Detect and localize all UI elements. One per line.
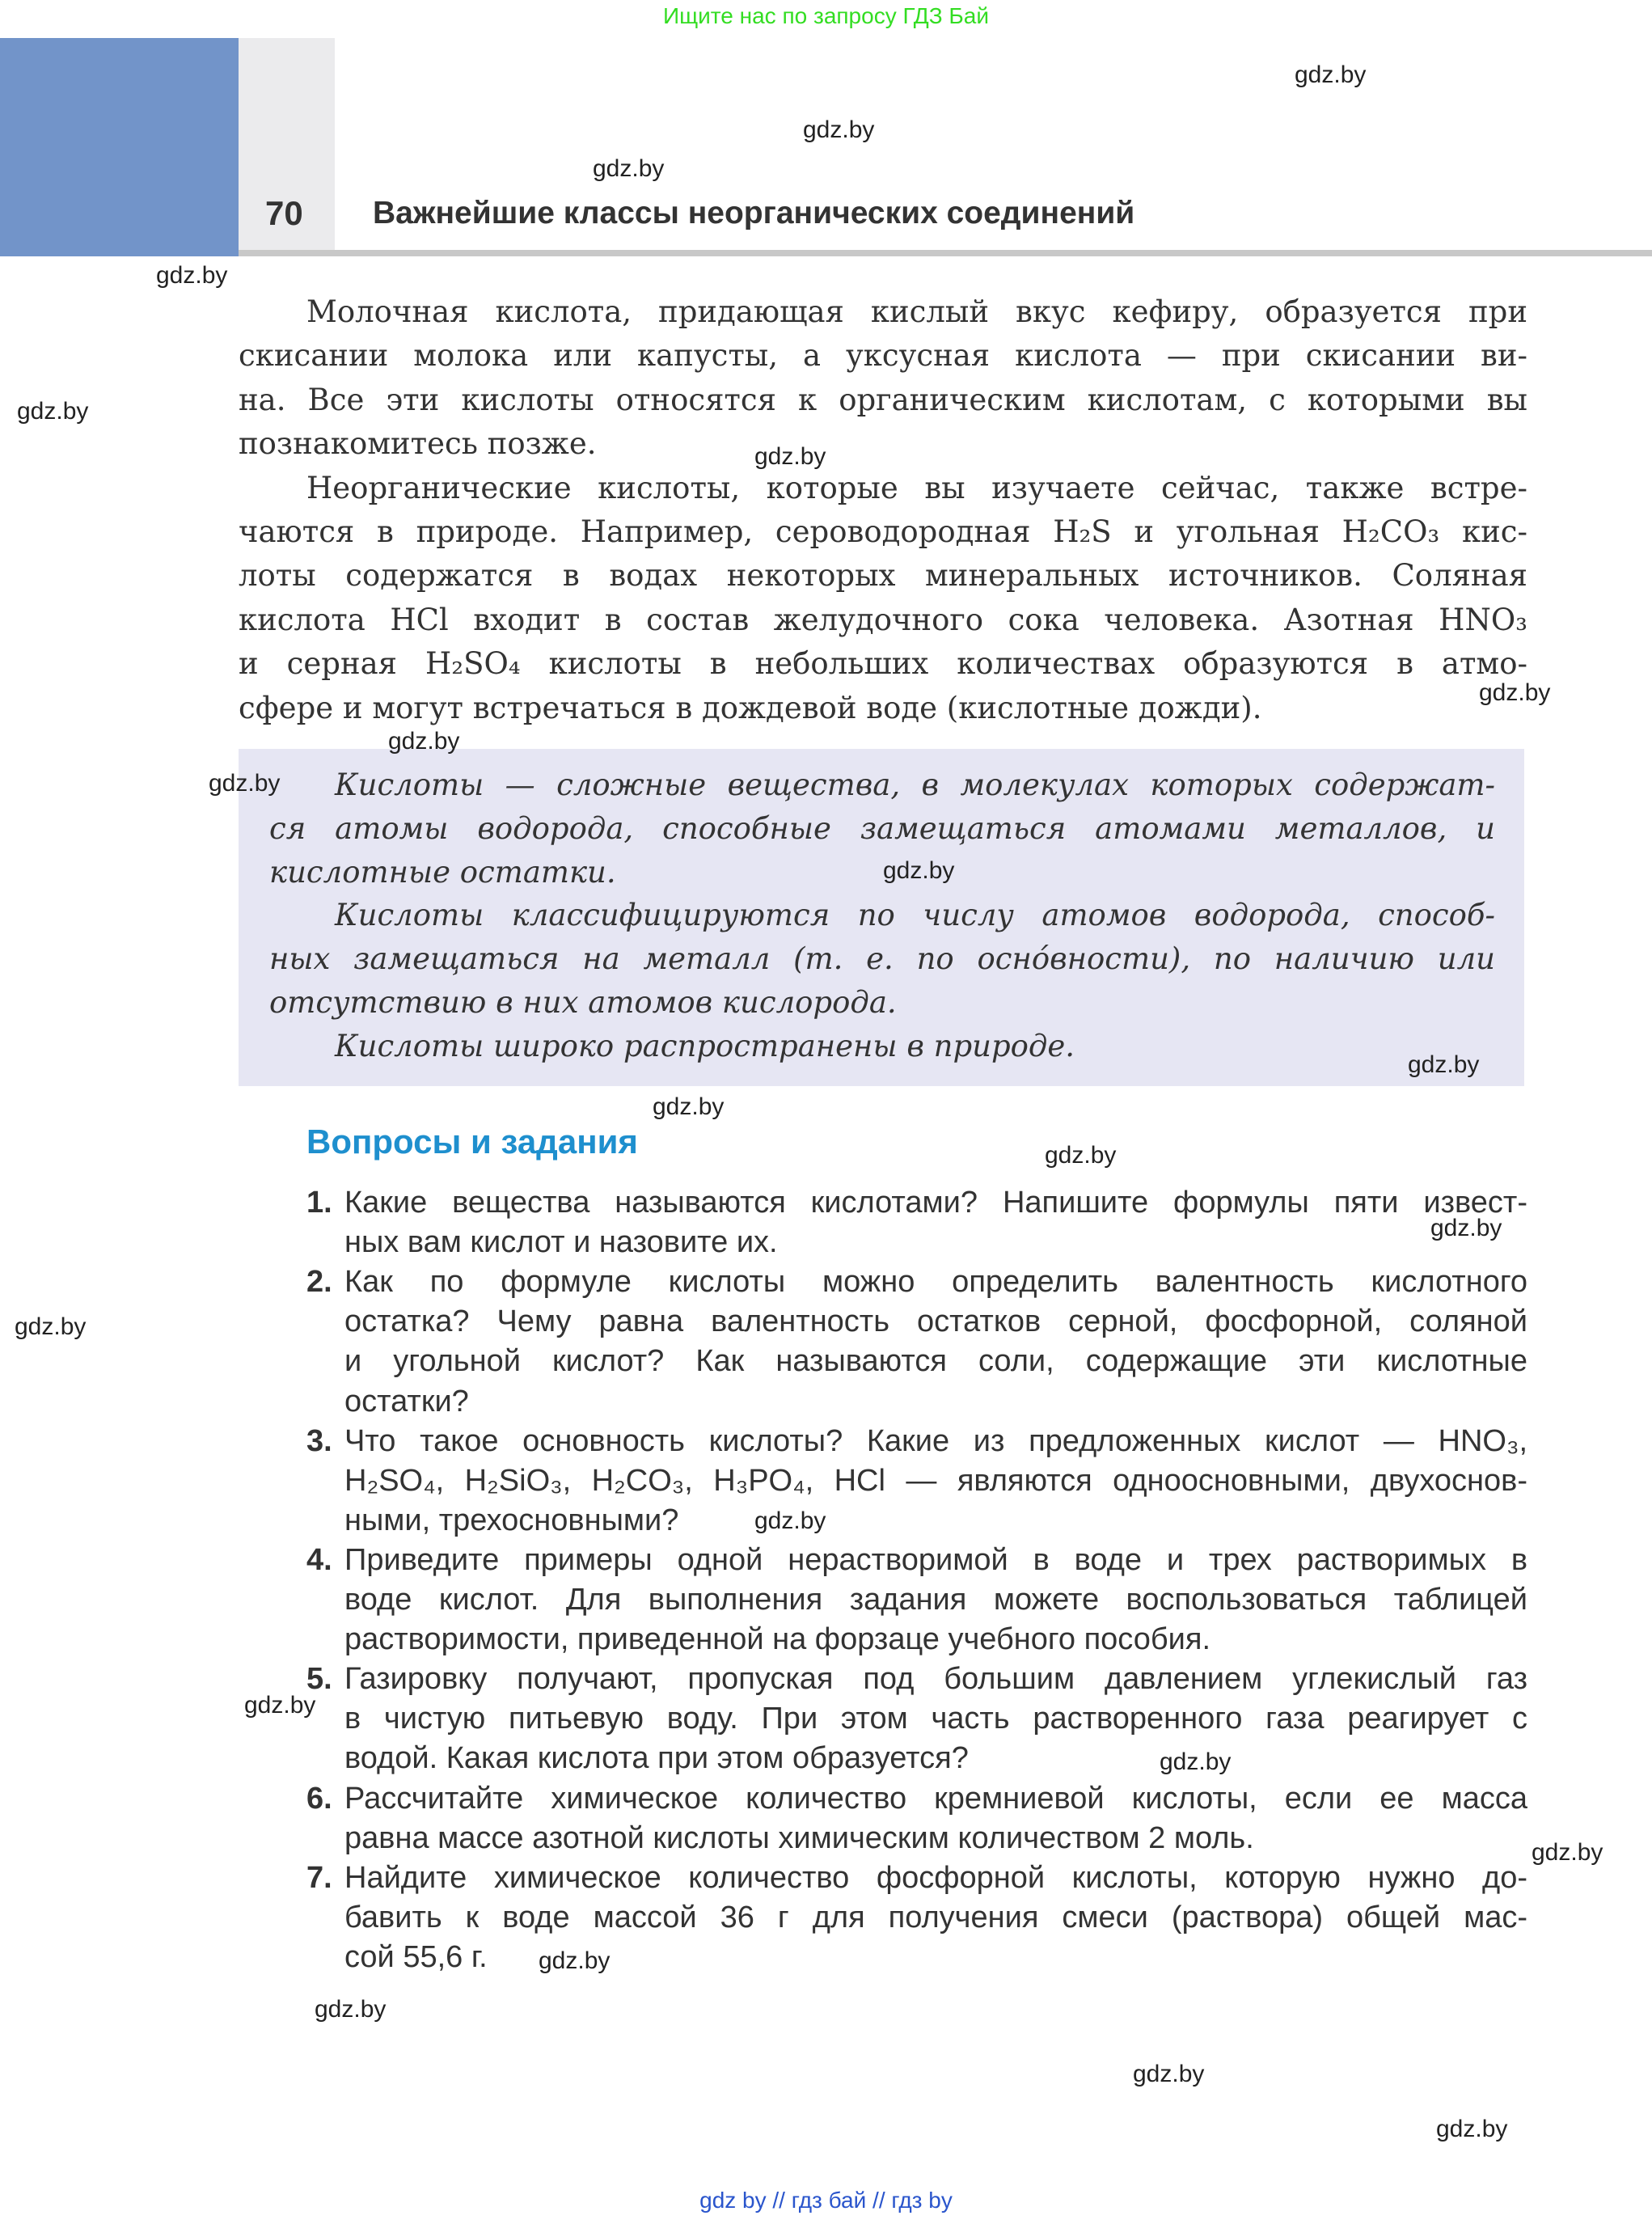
question-line: воде кислот. Для выполнения задания можете воспользоваться таблицей bbox=[344, 1583, 1527, 1617]
definition-line: ся атомы водорода, способные замещаться атомами металлов, и bbox=[269, 810, 1495, 846]
paragraph-line: скисании молока или капусты, а уксусная кислота — при скисании ви- bbox=[239, 338, 1527, 374]
watermark: gdz.by bbox=[539, 1947, 611, 1974]
chapter-color-tab bbox=[0, 38, 239, 256]
question-line: ных вам кислот и назовите их. bbox=[344, 1225, 778, 1260]
question-number: 7. bbox=[306, 1860, 332, 1895]
definition-line: Кислоты классифицируются по числу атомов водорода, способ- bbox=[335, 898, 1495, 933]
watermark: gdz.by bbox=[754, 443, 826, 470]
question-line: водой. Какая кислота при этом образуется? bbox=[344, 1741, 969, 1776]
definition-line: Кислоты — сложные вещества, в молекулах которых содержат- bbox=[335, 767, 1495, 802]
header-divider bbox=[239, 250, 1652, 256]
watermark: gdz.by bbox=[15, 1313, 87, 1340]
paragraph-line: на. Все эти кислоты относятся к органическим кислотам, с которыми вы bbox=[239, 382, 1527, 417]
paragraph-line: сфере и могут встречаться в дождевой воде (кислотные дожди). bbox=[239, 690, 1262, 725]
paragraph-line: познакомитесь позже. bbox=[239, 426, 597, 462]
watermark: gdz.by bbox=[244, 1692, 316, 1719]
paragraph-line: и серная H₂SO₄ кислоты в небольших количествах образуются в атмо- bbox=[239, 646, 1527, 682]
watermark: gdz.by bbox=[17, 398, 89, 425]
definition-line: Кислоты широко распространены в природе. bbox=[335, 1028, 1075, 1063]
paragraph-line: Неорганические кислоты, которые вы изучаете сейчас, также встре- bbox=[306, 470, 1527, 505]
watermark: gdz.by bbox=[1045, 1142, 1117, 1169]
question-line: растворимости, приведенной на форзаце учебного пособия. bbox=[344, 1622, 1210, 1657]
question-line: Что такое основность кислоты? Какие из предложенных кислот — HNO₃, bbox=[344, 1423, 1527, 1458]
watermark: gdz.by bbox=[1430, 1215, 1502, 1241]
definition-line: отсутствию в них атомов кислорода. bbox=[269, 985, 897, 1020]
question-line: равна массе азотной кислоты химическим количеством 2 моль. bbox=[344, 1820, 1254, 1855]
question-line: Найдите химическое количество фосфорной кислоты, которую нужно до- bbox=[344, 1860, 1527, 1895]
definition-line: кислотные остатки. bbox=[269, 854, 616, 890]
questions-heading: Вопросы и задания bbox=[306, 1123, 638, 1161]
paragraph-line: кислота HCl входит в состав желудочного сока человека. Азотная HNO₃ bbox=[239, 602, 1527, 637]
definition-line: ных замещаться на металл (т. е. по осно́вности), по наличию или bbox=[269, 941, 1495, 977]
paragraph-line: чаются в природе. Например, сероводородная H₂S и угольная H₂CO₃ кис- bbox=[239, 514, 1527, 549]
watermark: gdz.by bbox=[1408, 1051, 1480, 1078]
question-line: Рассчитайте химическое количество кремниевой кислоты, если ее масса bbox=[344, 1781, 1527, 1816]
question-line: Как по формуле кислоты можно определить валентность кислотного bbox=[344, 1265, 1527, 1300]
watermark: gdz.by bbox=[388, 728, 460, 755]
watermark: gdz.by bbox=[593, 155, 665, 182]
watermark: gdz.by bbox=[1532, 1839, 1603, 1866]
watermark: gdz.by bbox=[209, 770, 281, 797]
question-number: 6. bbox=[306, 1781, 332, 1816]
question-number: 2. bbox=[306, 1265, 332, 1300]
page-number: 70 bbox=[265, 194, 303, 232]
paragraph-line: Молочная кислота, придающая кислый вкус кефиру, образуется при bbox=[306, 294, 1527, 329]
watermark: gdz.by bbox=[883, 857, 955, 884]
watermark: gdz.by bbox=[1295, 61, 1367, 88]
question-line: в чистую питьевую воду. При этом часть растворенного газа реагирует с bbox=[344, 1702, 1527, 1736]
footer-links[interactable]: gdz by // гдз бай // гдз by bbox=[699, 2188, 953, 2213]
question-line: ными, трехосновными? bbox=[344, 1503, 679, 1537]
question-line: Приведите примеры одной нерастворимой в воде и трех растворимых в bbox=[344, 1542, 1527, 1577]
question-line: Какие вещества называются кислотами? Напишите формулы пяти извест- bbox=[344, 1186, 1527, 1220]
question-number: 5. bbox=[306, 1662, 332, 1697]
watermark: gdz.by bbox=[653, 1093, 725, 1120]
paragraph-line: лоты содержатся в водах некоторых минеральных источников. Соляная bbox=[239, 558, 1527, 594]
question-number: 1. bbox=[306, 1186, 332, 1220]
chapter-title: Важнейшие классы неорганических соединений bbox=[373, 196, 1135, 230]
watermark: gdz.by bbox=[1133, 2061, 1205, 2087]
watermark: gdz.by bbox=[315, 1996, 387, 2023]
watermark: gdz.by bbox=[156, 262, 228, 289]
question-line: остатка? Чему равна валентность остатков серной, фосфорной, соляной bbox=[344, 1304, 1527, 1339]
watermark: gdz.by bbox=[1436, 2116, 1508, 2142]
question-number: 3. bbox=[306, 1423, 332, 1458]
question-line: и угольной кислот? Как называются соли, содержащие эти кислотные bbox=[344, 1344, 1527, 1379]
question-line: H₂SO₄, H₂SiO₃, H₂CO₃, H₃PO₄, HCl — являются одноосновными, двухоснов- bbox=[344, 1463, 1527, 1498]
watermark: gdz.by bbox=[754, 1507, 826, 1534]
question-line: Газировку получают, пропуская под большим давлением углекислый газ bbox=[344, 1662, 1527, 1697]
watermark: gdz.by bbox=[1479, 679, 1551, 706]
question-line: сой 55,6 г. bbox=[344, 1939, 488, 1974]
question-number: 4. bbox=[306, 1542, 332, 1577]
question-line: бавить к воде массой 36 г для получения смеси (раствора) общей мас- bbox=[344, 1900, 1527, 1934]
watermark: gdz.by bbox=[1160, 1748, 1232, 1775]
watermark: gdz.by bbox=[803, 116, 875, 143]
question-line: остатки? bbox=[344, 1384, 469, 1419]
search-hint-banner: Ищите нас по запросу ГДЗ Бай bbox=[662, 3, 990, 28]
